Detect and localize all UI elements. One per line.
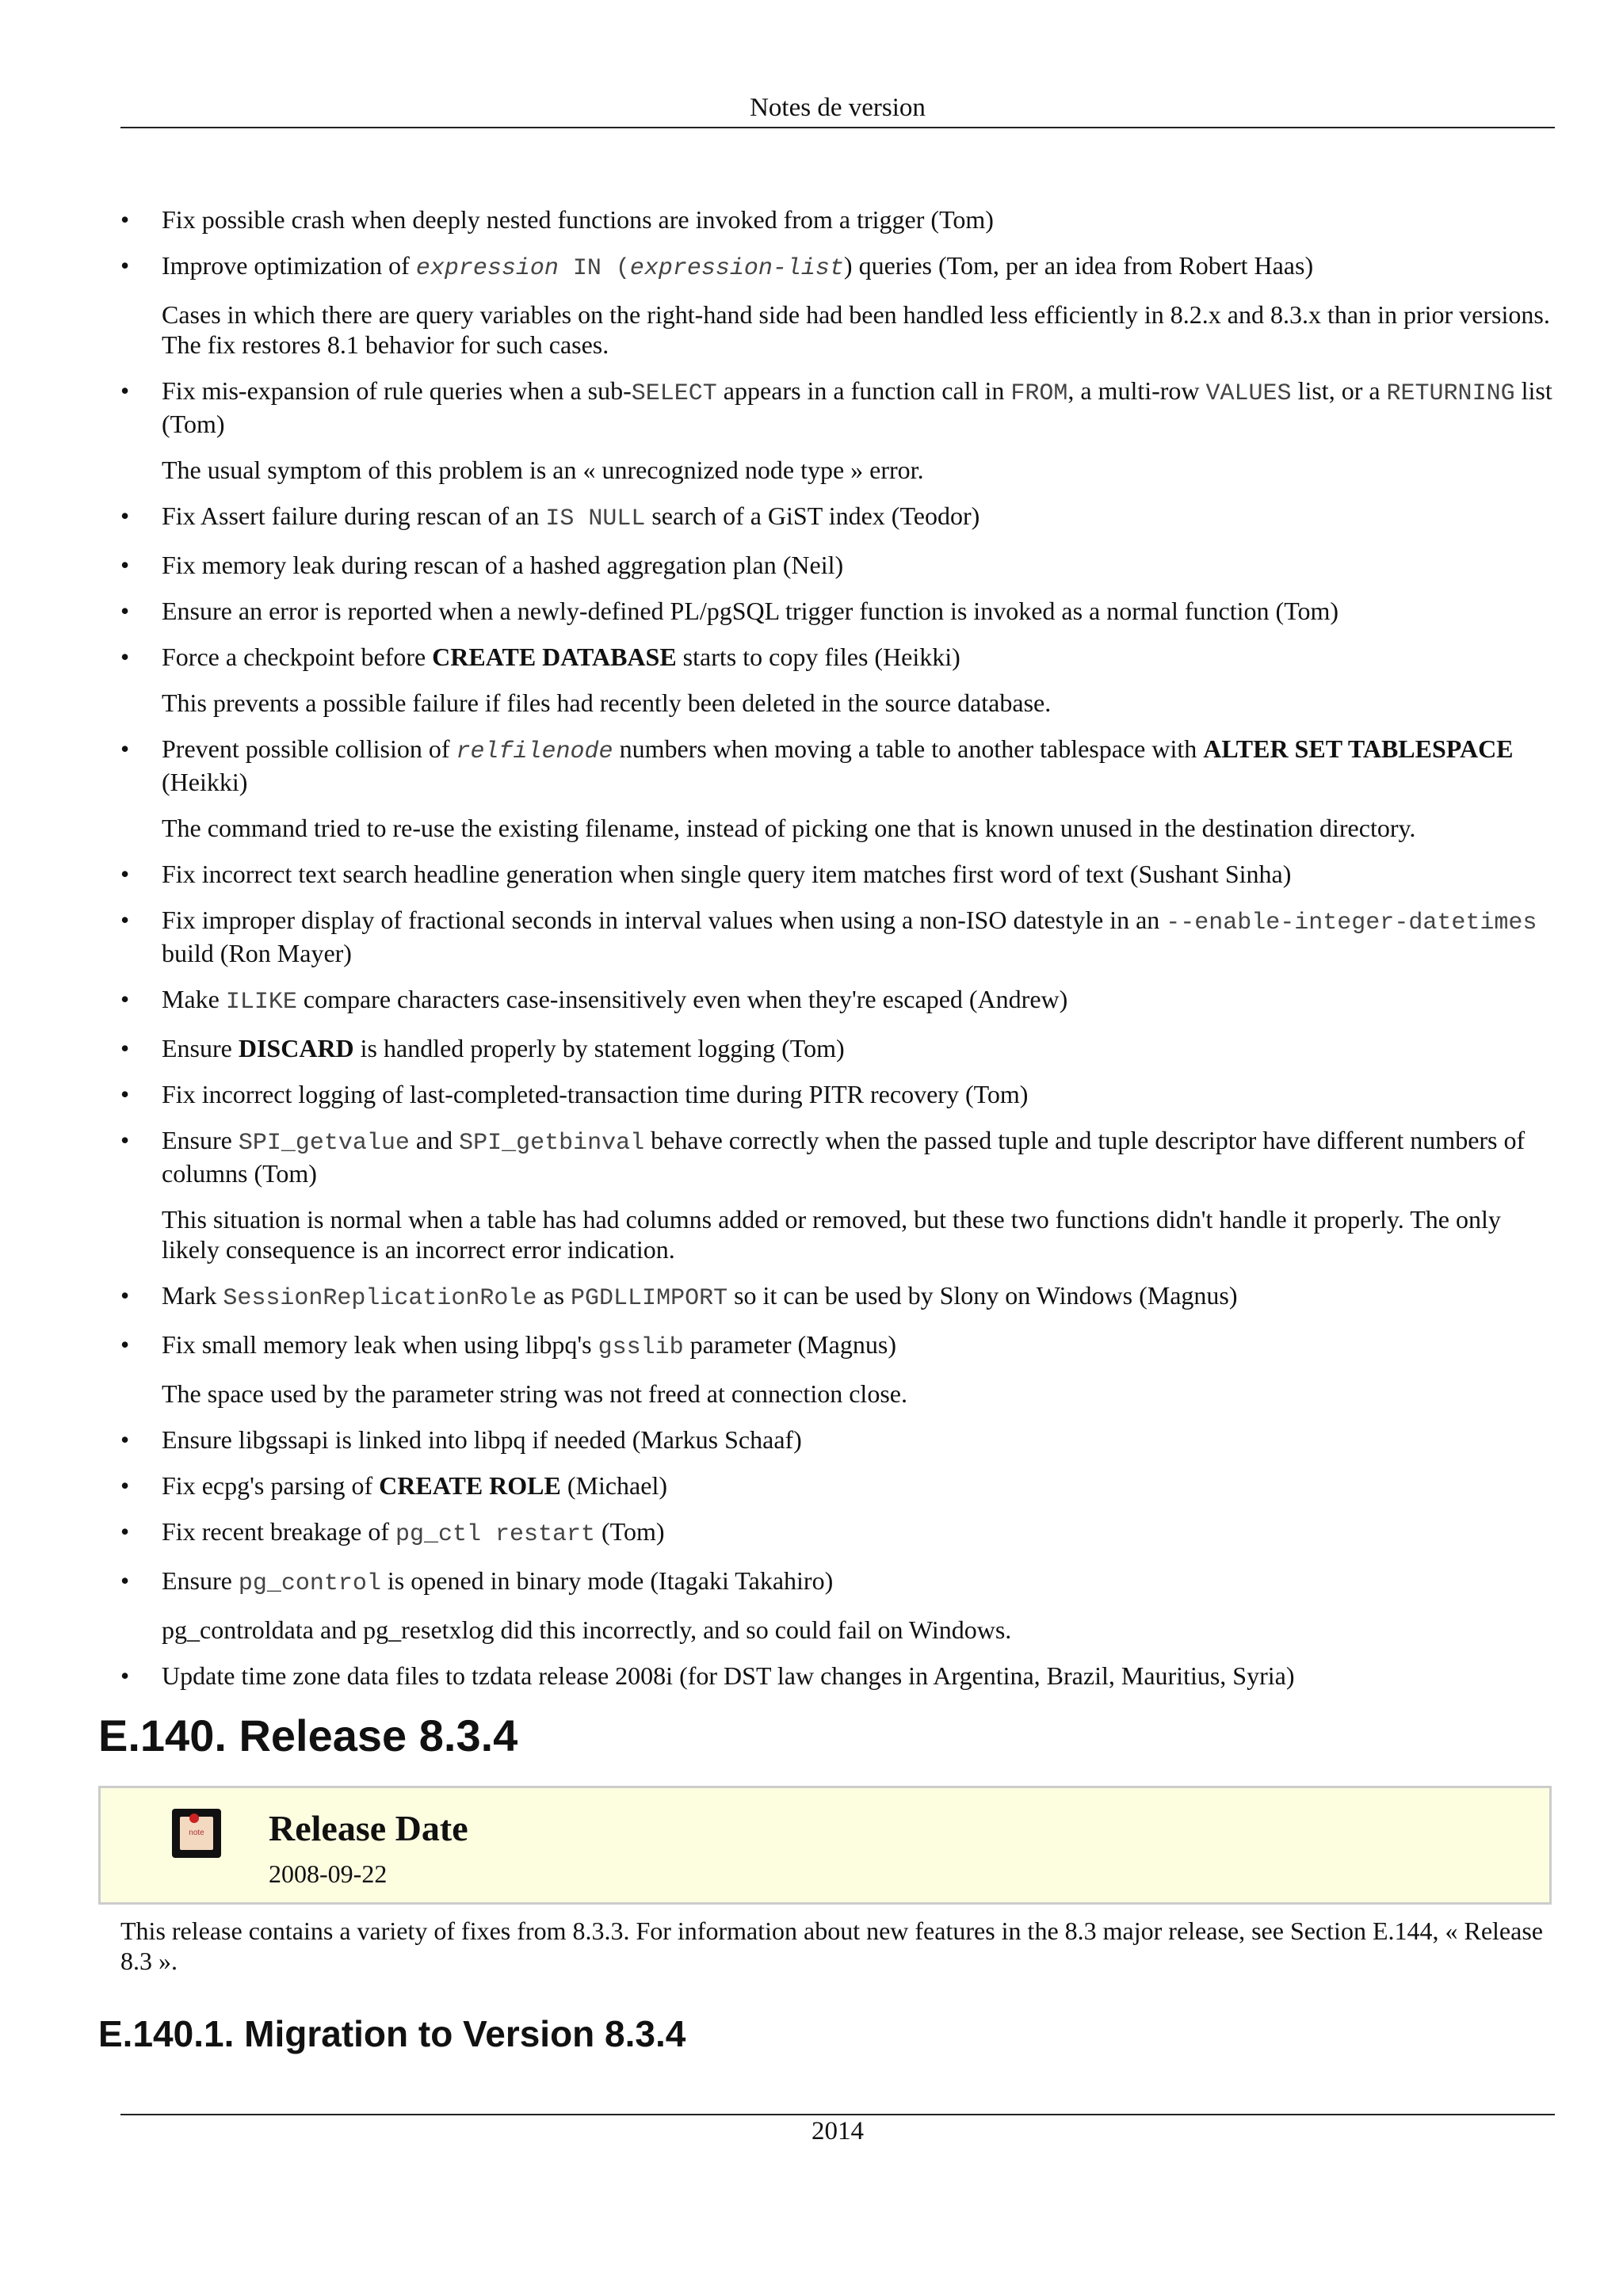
list-item: • Mark SessionReplicationRole as PGDLLIMPORT so it can be used by Slony on Windows (Magnus) — [120, 1280, 1555, 1314]
section-heading: E.140. Release 8.3.4 — [98, 1711, 518, 1760]
list-item: • Ensure libgssapi is linked into libpq if needed (Markus Schaaf) — [120, 1425, 1555, 1455]
item-note: Cases in which there are query variables on the right-hand side had been handled less efficiently in 8.2.x and 8.3.x than in prior versions. The fix restores 8.1 behavior for such cases. — [162, 300, 1550, 359]
list-item: • Fix memory leak during rescan of a hashed aggregation plan (Neil) — [120, 550, 1555, 580]
list-item: • Fix possible crash when deeply nested functions are invoked from a trigger (Tom) — [120, 204, 1555, 235]
list-item: • Ensure pg_control is opened in binary mode (Itagaki Takahiro) pg_controldata and pg_resetxlog did this incorrectly, and so could fail on Windows. — [120, 1566, 1555, 1645]
page-number: 2014 — [812, 2117, 864, 2145]
list-item: • Ensure an error is reported when a newly-defined PL/pgSQL trigger function is invoked as a normal function (Tom) — [120, 596, 1555, 626]
item-note: This prevents a possible failure if files had recently been deleted in the source database. — [162, 688, 1052, 717]
list-item: • Fix recent breakage of pg_ctl restart (Tom) — [120, 1516, 1555, 1550]
item-note: This situation is normal when a table has had columns added or removed, but these two functions didn't handle it properly. The only likely consequence is an incorrect error indication. — [162, 1205, 1501, 1264]
note-title: Release Date — [269, 1808, 468, 1848]
release-notes-body — [120, 204, 1555, 1707]
intro-paragraph: This release contains a variety of fixes from 8.3.3. For information about new features in the 8.3 major release, see Section E.144, « Release 8.3 ». — [120, 1917, 1543, 1975]
release-date-note — [98, 1786, 1552, 1905]
list-item: • Fix improper display of fractional seconds in interval values when using a non-ISO datestyle in an --enable-integer-datetimes build (Ron Mayer) — [120, 905, 1555, 968]
list-item: • Prevent possible collision of relfilenode numbers when moving a table to another tablespace with ALTER SET TABLESPACE (Heikki) The command tried to re-use the existing filename, instead of picking one that is known unused in the destination directory. — [120, 734, 1555, 843]
list-item: • Fix mis-expansion of rule queries when a sub-SELECT appears in a function call in FROM, a multi-row VALUES list, or a RETURNING list (Tom) The usual symptom of this problem is an « unrecognized node type » error. — [120, 376, 1555, 485]
list-item: • Improve optimization of expression IN (expression-list) queries (Tom, per an idea from Robert Haas) Cases in which there are query variables on the right-hand side had been handled less efficiently in 8.2.x and 8.3.x than in prior versions. The fix restores 8.1 behavior for such cases. — [120, 250, 1555, 360]
list-item: • Fix incorrect text search headline generation when single query item matches first word of text (Sushant Sinha) — [120, 859, 1555, 889]
footer-rule — [120, 2114, 1555, 2115]
list-item: • Fix incorrect logging of last-completed-transaction time during PITR recovery (Tom) — [120, 1079, 1555, 1109]
list-item: • Update time zone data files to tzdata release 2008i (for DST law changes in Argentina, Brazil, Mauritius, Syria) — [120, 1661, 1555, 1691]
list-item: • Ensure DISCARD is handled properly by statement logging (Tom) — [120, 1033, 1555, 1063]
note-icon: note — [172, 1809, 221, 1858]
item-note: The command tried to re-use the existing filename, instead of picking one that is known unused in the destination directory. — [162, 814, 1416, 842]
list-item: • Fix small memory leak when using libpq's gsslib parameter (Magnus) The space used by the parameter string was not freed at connection close. — [120, 1329, 1555, 1409]
subsection-heading: E.140.1. Migration to Version 8.3.4 — [98, 2013, 686, 2054]
list-item: • Fix Assert failure during rescan of an IS NULL search of a GiST index (Teodor) — [120, 501, 1555, 534]
item-note: The usual symptom of this problem is an « unrecognized node type » error. — [162, 456, 924, 484]
fix-list — [120, 204, 1555, 1691]
header-rule — [120, 127, 1555, 128]
list-item: • Ensure SPI_getvalue and SPI_getbinval behave correctly when the passed tuple and tuple descriptor have different numbers of columns (Tom) This situation is normal when a table has had columns added or removed, but these two functions didn't handle it properly. The only likely consequence is an incorrect error indication. — [120, 1125, 1555, 1264]
list-item: • Make ILIKE compare characters case-insensitively even when they're escaped (Andrew) — [120, 984, 1555, 1017]
page-header: Notes de version — [750, 93, 926, 122]
item-note: The space used by the parameter string was not freed at connection close. — [162, 1379, 907, 1408]
release-date: 2008-09-22 — [269, 1859, 388, 1888]
list-item: • Fix ecpg's parsing of CREATE ROLE (Michael) — [120, 1470, 1555, 1501]
list-item: • Force a checkpoint before CREATE DATABASE starts to copy files (Heikki) This prevents a possible failure if files had recently been deleted in the source database. — [120, 642, 1555, 718]
item-note: pg_controldata and pg_resetxlog did this incorrectly, and so could fail on Windows. — [162, 1615, 1012, 1644]
